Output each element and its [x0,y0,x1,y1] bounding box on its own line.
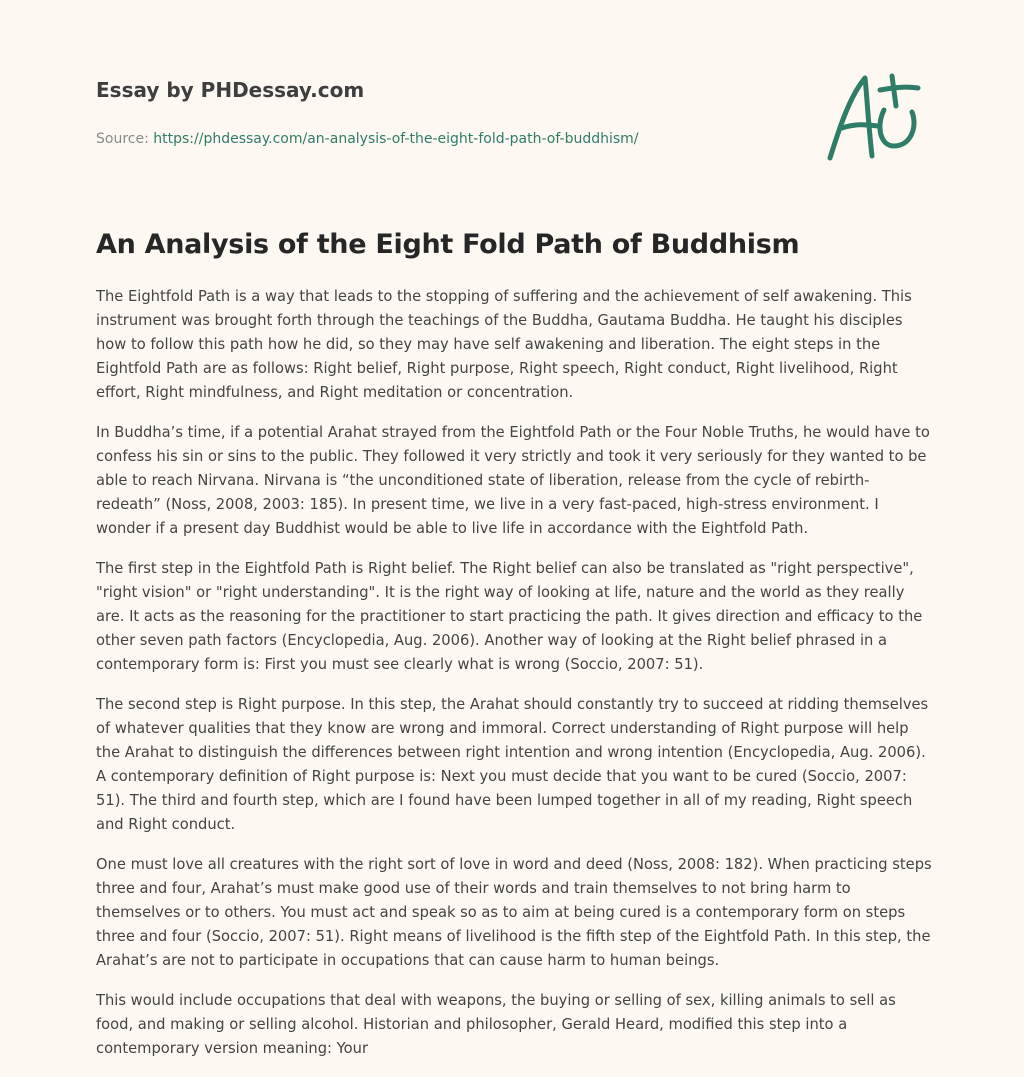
source-line [96,129,736,149]
essay-paragraph: The first step in the Eightfold Path is Right belief. The Right belief can also be translated as "right perspective", "right vision" or "right understanding". It is the right way of looking at life, nature and the world as they really are. It acts as the reasoning for the practitioner to start practicing the path. It gives direction and efficacy to the other seven path factors (Encyclopedia, Aug. 2006). Another way of looking at the Right belief phrased in a contemporary form is: First you must see clearly what is wrong (Soccio, 2007: 51). [96,560,923,673]
site-title: Essay by PHDessay.com [96,78,365,102]
source-label: Source: [96,131,154,147]
essay-paragraph: In Buddha’s time, if a potential Arahat strayed from the Eightfold Path or the Four Noble Truths, he would have to confess his sin or sins to the public. They followed it very strictly and took it very seriously for they wanted to be able to reach Nirvana. Nirvana is “the unconditioned state of liberation, release from the cycle of rebirth-redeath” (Noss, 2008, 2003: 185). In present time, we live in a very fast-paced, high-stress environment. I wonder if a present day Buddhist would be able to live life in accordance with the Eightfold Path. [96,424,930,537]
a-plus-logo-icon [820,66,930,166]
header [96,76,736,149]
essay-body [96,285,932,1077]
essay-paragraph: One must love all creatures with the right sort of love in word and deed (Noss, 2008: 182). When practicing steps three and four, Arahat’s must make good use of their words and train themselves to not bring harm to themselves or to others. You must act and speak so as to aim at being cured is a contemporary form on steps three and four (Soccio, 2007: 51). Right means of livelihood is the fifth step of the Eightfold Path. In this step, the Arahat’s are not to participate in occupations that can cause harm to human beings. [96,856,932,969]
essay-title: An Analysis of the Eight Fold Path of Buddhism [96,229,800,260]
essay-paragraph: The second step is Right purpose. In this step, the Arahat should constantly try to succeed at ridding themselves of whatever qualities that they know are wrong and immoral. Correct understanding of Right purpose will help the Arahat to distinguish the differences between right intention and wrong intention (Encyclopedia, Aug. 2006). A contemporary definition of Right purpose is: Next you must decide that you want to be cured (Soccio, 2007: 51). The third and fourth step, which are I found have been lumped together in all of my reading, Right speech and Right conduct. [96,696,929,833]
essay-paragraph: This would include occupations that deal with weapons, the buying or selling of sex, killing animals to sell as food, and making or selling alcohol. Historian and philosopher, Gerald Heard, modified this step into a contemporary version meaning: Your [96,992,896,1057]
essay-paragraph: The Eightfold Path is a way that leads to the stopping of suffering and the achievement of self awakening. This instrument was brought forth through the teachings of the Buddha, Gautama Buddha. He taught his disciples how to follow this path how he did, so they may have self awakening and liberation. The eight steps in the Eightfold Path are as follows: Right belief, Right purpose, Right speech, Right conduct, Right livelihood, Right effort, Right mindfulness, and Right meditation or concentration. [96,288,912,401]
source-link[interactable]: https://phdessay.com/an-analysis-of-the-eight-fold-path-of-buddhism/ [153,131,639,147]
